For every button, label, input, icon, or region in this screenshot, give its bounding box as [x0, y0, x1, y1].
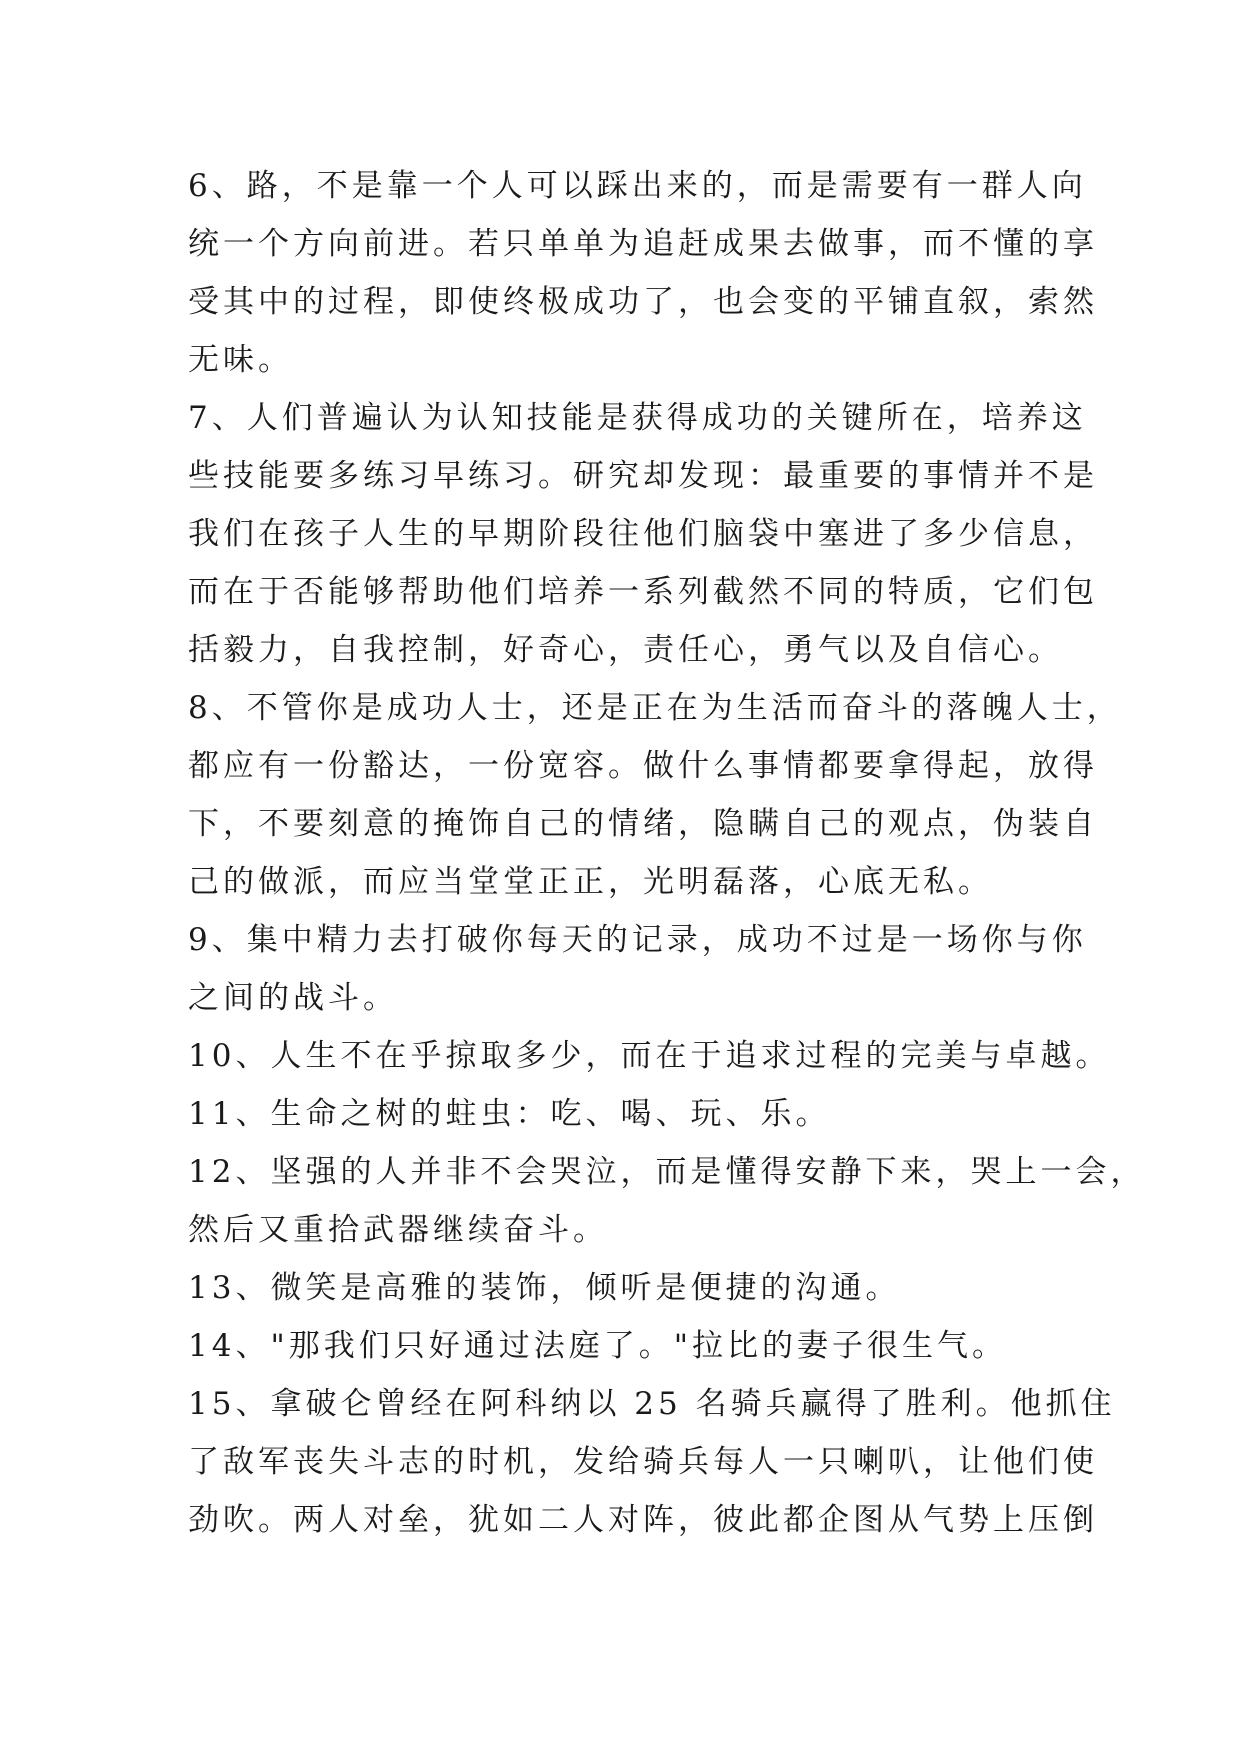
text-line: 受其中的过程，即使终极成功了，也会变的平铺直叙，索然	[188, 284, 1098, 320]
text-line: 下，不要刻意的掩饰自己的情绪，隐瞒自己的观点，伪装自	[188, 806, 1098, 842]
text-line: 都应有一份豁达，一份宽容。做什么事情都要拿得起，放得	[188, 748, 1098, 784]
text-line: 己的做派，而应当堂堂正正，光明磊落，心底无私。	[188, 864, 993, 900]
text-line: 11、生命之树的蛀虫：吃、喝、玩、乐。	[188, 1096, 831, 1132]
text-line: 6、路，不是靠一个人可以踩出来的，而是需要有一群人向	[188, 168, 1087, 204]
text-line: 14、"那我们只好通过法庭了。"拉比的妻子很生气。	[188, 1328, 1007, 1364]
text-line: 13、微笑是高雅的装饰，倾听是便捷的沟通。	[188, 1270, 901, 1306]
text-line: 了敌军丧失斗志的时机，发给骑兵每人一只喇叭，让他们使	[188, 1444, 1098, 1480]
text-line: 我们在孩子人生的早期阶段往他们脑袋中塞进了多少信息，	[188, 516, 1098, 552]
text-line: 7、人们普遍认为认知技能是获得成功的关键所在，培养这	[188, 400, 1087, 436]
text-line: 12、坚强的人并非不会哭泣，而是懂得安静下来，哭上一会，	[188, 1154, 1146, 1190]
text-line: 10、人生不在乎掠取多少，而在于追求过程的完美与卓越。	[188, 1038, 1111, 1074]
text-line: 括毅力，自我控制，好奇心，责任心，勇气以及自信心。	[188, 632, 1063, 668]
text-line: 统一个方向前进。若只单单为追赶成果去做事，而不懂的享	[188, 226, 1098, 262]
text-line: 无味。	[188, 342, 293, 378]
text-line: 9、集中精力去打破你每天的记录，成功不过是一场你与你	[188, 922, 1087, 958]
body-text	[188, 157, 1146, 1549]
text-line: 劲吹。两人对垒，犹如二人对阵，彼此都企图从气势上压倒	[188, 1502, 1098, 1538]
text-line: 些技能要多练习早练习。研究却发现：最重要的事情并不是	[188, 458, 1098, 494]
text-line: 而在于否能够帮助他们培养一系列截然不同的特质，它们包	[188, 574, 1098, 610]
text-line: 15、拿破仑曾经在阿科纳以 25 名骑兵赢得了胜利。他抓住	[188, 1386, 1116, 1422]
text-line: 8、不管你是成功人士，还是正在为生活而奋斗的落魄人士，	[188, 690, 1122, 726]
text-line: 然后又重拾武器继续奋斗。	[188, 1212, 608, 1248]
text-line: 之间的战斗。	[188, 980, 398, 1016]
